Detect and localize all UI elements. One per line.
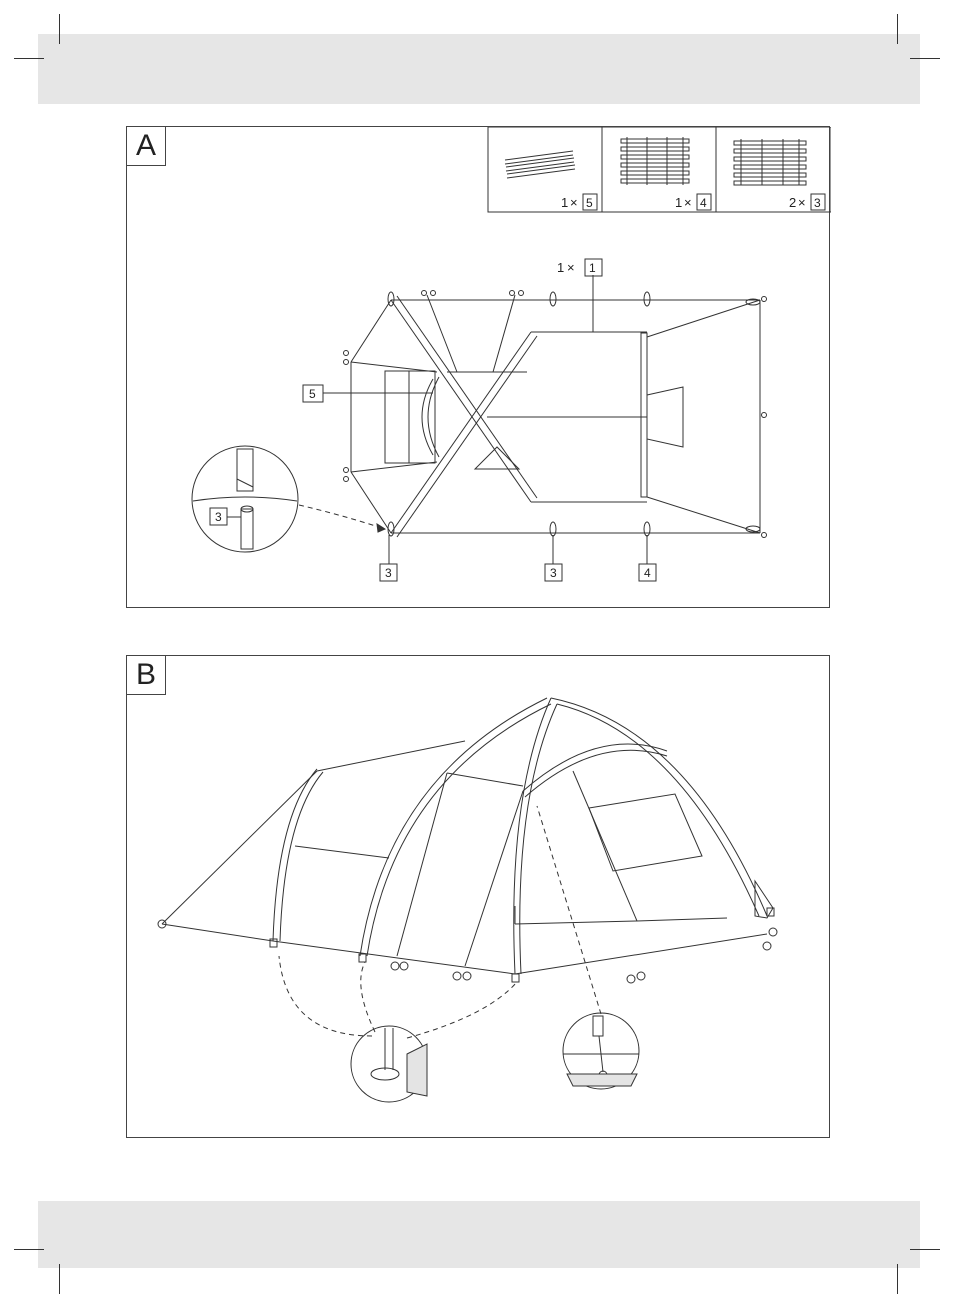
pole-bundle-3-icon — [734, 139, 806, 185]
tent-outline — [351, 275, 760, 537]
front-arch-pole — [514, 698, 767, 974]
bottom-callout-3b: 3 — [550, 566, 557, 580]
part-5-qty: 1 — [561, 195, 569, 210]
part-4-num: 4 — [700, 196, 707, 210]
bottom-callout-4: 4 — [644, 566, 651, 580]
part-5-num: 5 — [586, 196, 593, 210]
peg-ring-detail — [563, 1013, 639, 1089]
pole-tip-detail — [192, 446, 298, 552]
callout-1-times: × — [567, 260, 575, 275]
callout-1-num: 1 — [589, 261, 596, 275]
tent-stakes — [344, 291, 767, 538]
panel-a-label: A — [126, 126, 166, 166]
panel-a-top-view — [126, 126, 830, 608]
pole-bundle-5-icon — [505, 151, 575, 178]
footer-band — [38, 1201, 920, 1268]
detail-callout-3: 3 — [215, 510, 222, 524]
middle-arch-pole — [360, 698, 551, 956]
tent-top-view-diagram — [127, 127, 831, 609]
part-4-qty: 1 — [675, 195, 683, 210]
panel-b-label: B — [126, 655, 166, 695]
callout-5: 5 — [309, 387, 316, 401]
pole-bundle-4-icon — [621, 137, 689, 185]
header-band — [38, 34, 920, 104]
rear-arch-pole — [273, 769, 323, 941]
part-3-qty: 2 — [789, 195, 797, 210]
tent-perspective-diagram — [127, 656, 831, 1139]
part-4-times: × — [684, 195, 692, 210]
bottom-callout-3a: 3 — [385, 566, 392, 580]
part-5-times: × — [570, 195, 578, 210]
pole-pin-detail — [351, 1026, 427, 1102]
callout-1-qty: 1 — [557, 260, 565, 275]
part-3-num: 3 — [814, 196, 821, 210]
part-3-times: × — [798, 195, 806, 210]
panel-b-perspective-view — [126, 655, 830, 1138]
